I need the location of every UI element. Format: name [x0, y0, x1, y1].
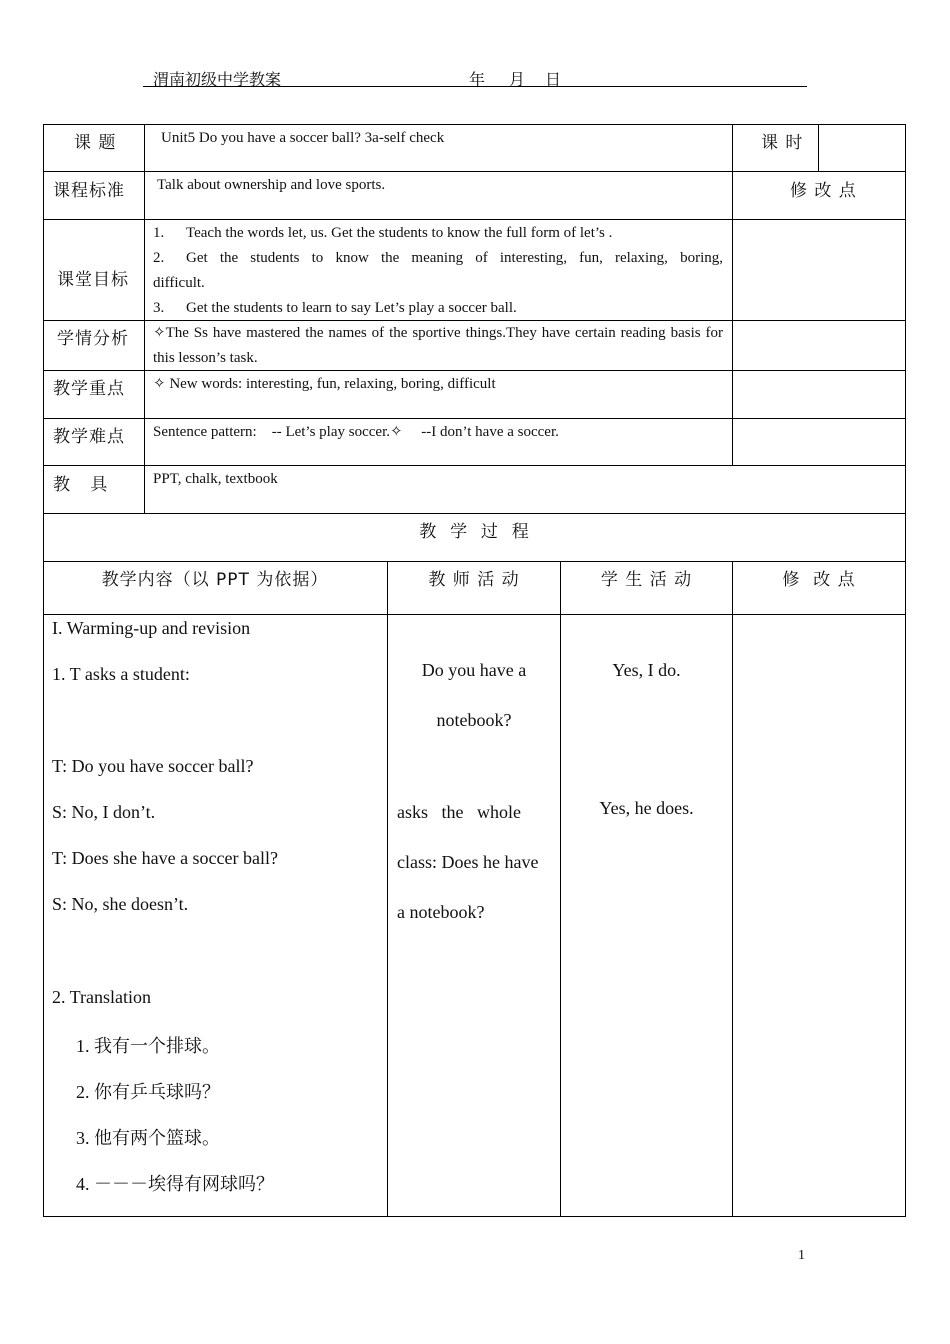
teacher-question-2c: a notebook? — [397, 902, 485, 922]
item-asks-student: 1. T asks a student: — [52, 664, 190, 684]
period-label: 课 时 — [761, 133, 804, 153]
header-revise: 修 改 点 — [782, 570, 856, 590]
header-student: 学 生 活 动 — [600, 570, 693, 590]
tools-label: 教 具 — [53, 475, 109, 495]
topic-value: Unit5 Do you have a soccer ball? 3a-self check — [161, 130, 445, 146]
date-year: ___ 年 — [441, 72, 486, 89]
topic-label: 课 题 — [74, 133, 117, 153]
student-answer-1: Yes, I do. — [612, 660, 681, 680]
section-warmup: I. Warming-up and revision — [52, 618, 251, 638]
goal-item: 3. Get the students to learn to say Let’s play a soccer ball. — [153, 300, 517, 316]
analysis-label: 学情分析 — [57, 329, 129, 349]
tools-value: PPT, chalk, textbook — [153, 471, 278, 487]
teacher-question-1a: Do you have a — [421, 660, 527, 680]
translation-item: 2. 你有乒乓球吗？ — [76, 1082, 220, 1102]
difficult-value: Sentence pattern: -- Let’s play soccer.✧ --I don’t have a soccer. — [153, 424, 559, 440]
key-label: 教学重点 — [53, 379, 125, 399]
translation-item: 3. 他有两个篮球。 — [76, 1128, 220, 1148]
process-label: 教 学 过 程 — [419, 522, 530, 542]
teacher-question-2a: asks the whole — [397, 802, 521, 822]
header-rule — [143, 86, 807, 87]
translation-item: 4. －－－埃得有网球吗？ — [76, 1174, 274, 1194]
revise-label: 修 改 点 — [790, 181, 857, 201]
item-translation: 2. Translation — [52, 987, 152, 1007]
student-answer-2: Yes, he does. — [599, 798, 694, 818]
goal-list — [153, 221, 723, 321]
translation-item: 1. 我有一个排球。 — [76, 1036, 220, 1056]
analysis-value: ✧The Ss have mastered the names of the sportive things.They have certain reading basis for this lesson’s task. — [153, 325, 723, 366]
school-title: 渭南初级中学教案 — [153, 72, 282, 89]
teacher-question-1b: notebook? — [436, 710, 512, 730]
dialog-line: T: Do you have soccer ball? — [52, 756, 254, 776]
goal-item: 2. Get the students to know the meaning of interesting, fun, relaxing, boring, difficult. — [153, 250, 723, 291]
date-month: _ 月 — [497, 72, 526, 89]
key-value: ✧ New words: interesting, fun, relaxing, boring, difficult — [153, 376, 496, 392]
standard-value: Talk about ownership and love sports. — [157, 177, 386, 193]
difficult-label: 教学难点 — [53, 427, 125, 447]
goal-item: 1. Teach the words let, us. Get the students to know the full form of let’s . — [153, 225, 613, 241]
dialog-line: T: Does she have a soccer ball? — [52, 848, 279, 868]
header-teacher: 教 师 活 动 — [428, 570, 520, 590]
goal-label: 课堂目标 — [57, 270, 129, 290]
page-number: 1 — [798, 1248, 805, 1263]
standard-label: 课程标准 — [53, 181, 125, 201]
header-content: 教学内容（以 PPT 为依据） — [101, 570, 329, 590]
teacher-question-2b: class: Does he have — [397, 852, 539, 872]
date-day: _日 — [537, 72, 562, 89]
dialog-line: S: No, she doesn’t. — [52, 894, 189, 914]
dialog-line: S: No, I don’t. — [52, 802, 156, 822]
